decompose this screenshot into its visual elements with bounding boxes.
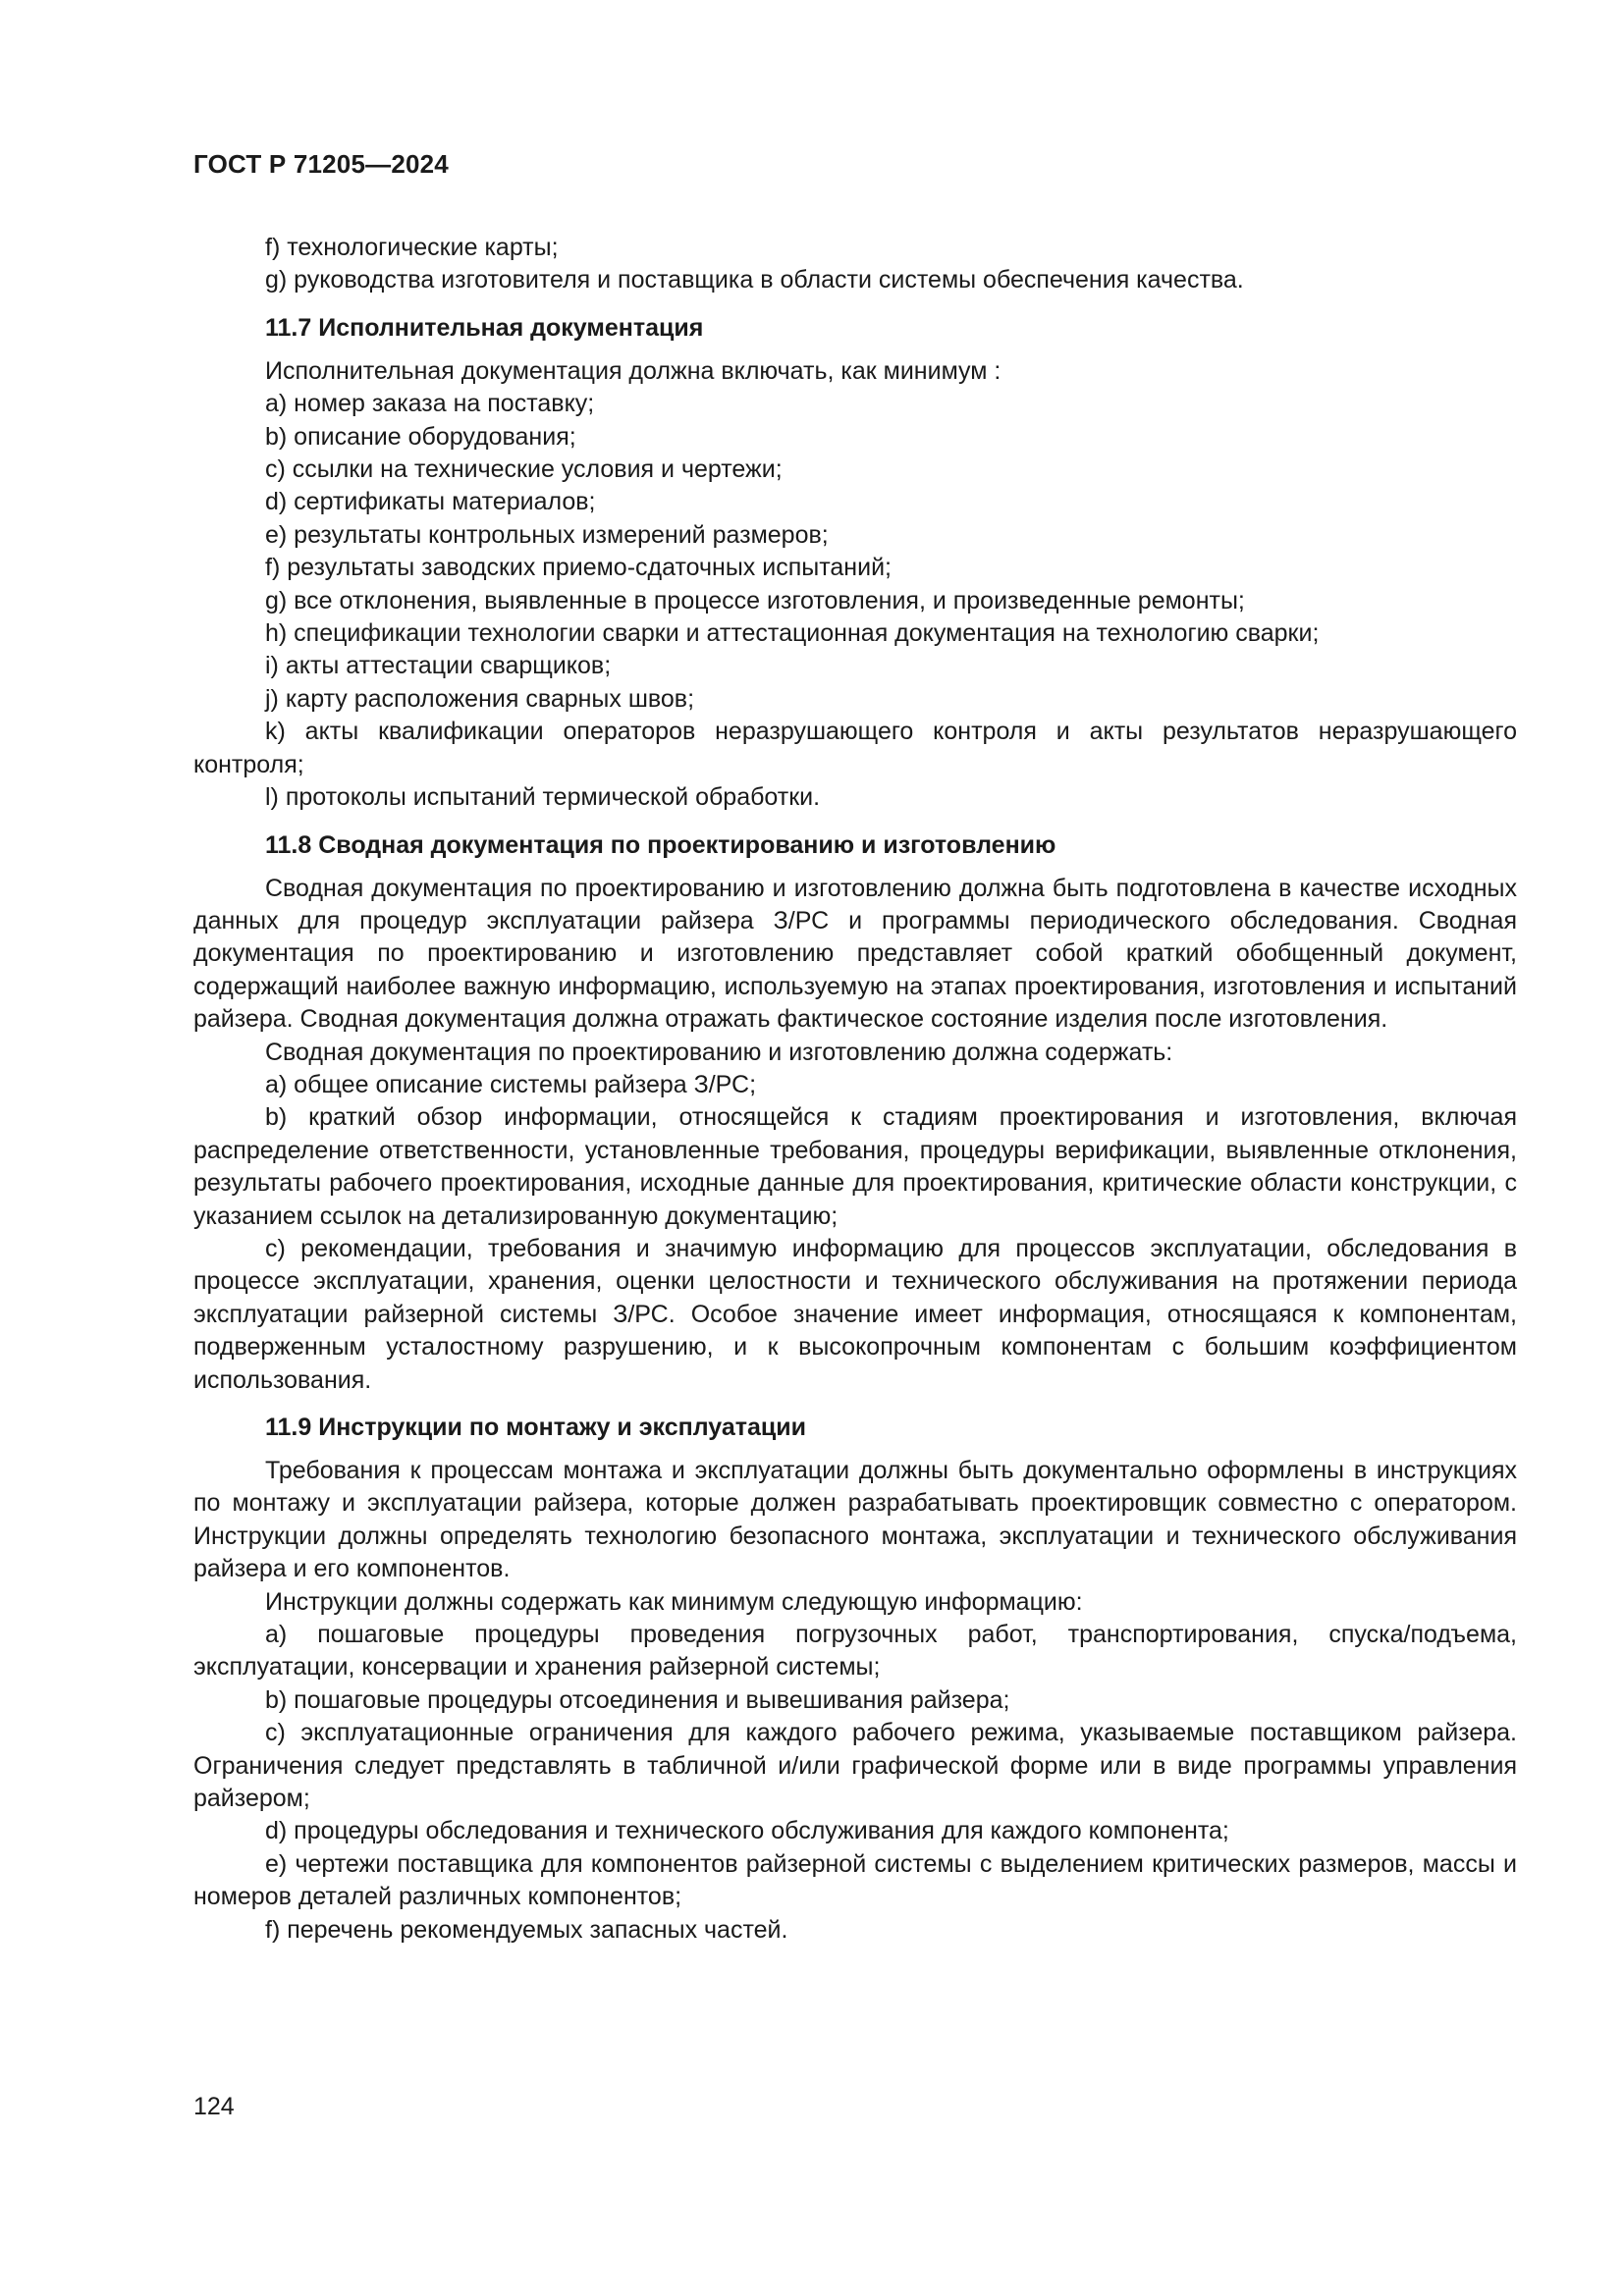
body-paragraph: Сводная документация по проектированию и изготовлению должна быть подготовлена в качестве исходных данных для процедур эксплуатации райзера З/РС и программы периодического обследования. Сводная документация по проектированию и изготовлению представляет собой краткий обобщенный документ, содержащий наиболее важную информацию, используемую на этапах проектирования, изготовления и испытаний райзера. Сводная документация должна отражать фактическое состояние изделия после изготовления. [193, 874, 1517, 1034]
list-item: b) пошаговые процедуры отсоединения и вывешивания райзера; [265, 1685, 1010, 1714]
page-content [193, 232, 1517, 1947]
list-item: a) номер заказа на поставку; [265, 390, 595, 418]
body-paragraph: Требования к процессам монтажа и эксплуатации должны быть документально оформлены в инструкциях по монтажу и эксплуатации райзера, которые должен разрабатывать проектировщик совместно с оператором. Инструкции должны определять технологию безопасного монтажа, эксплуатации и технического обслуживания райзера и его компонентов. [193, 1457, 1517, 1583]
list-item: c) рекомендации, требования и значимую информацию для процессов эксплуатации, обследования в процессе эксплуатации, хранения, оценки целостности и технического обслуживания на протяжении периода эксплуатации райзерной системы З/РС. Особое значение имеет информация, относящаяся к компонентам, подверженным усталостному разрушению, и к высокопрочным компонентам с большим коэффициентом использования. [193, 1234, 1517, 1394]
list-item: d) сертификаты материалов; [265, 488, 596, 516]
list-item: b) описание оборудования; [265, 422, 576, 451]
section-heading-11-9: 11.9 Инструкции по монтажу и эксплуатации [265, 1414, 807, 1441]
list-item: h) спецификации технологии сварки и аттестационная документация на технологию сварки; [265, 619, 1320, 648]
section-heading-11-8: 11.8 Сводная документация по проектированию и изготовлению [265, 830, 1056, 859]
section-lead: Сводная документация по проектированию и изготовлению должна содержать: [265, 1038, 1173, 1066]
list-item: f) технологические карты; [265, 234, 559, 261]
list-item: c) ссылки на технические условия и чертежи; [265, 455, 783, 484]
list-item: c) эксплуатационные ограничения для каждого рабочего режима, указываемые поставщиком райзера. Ограничения следует представлять в табличной и/или графической форме или в виде программы управления райзером; [193, 1719, 1517, 1813]
list-item: b) краткий обзор информации, относящейся к стадиям проектирования и изготовления, включая распределение ответственности, установленные требования, процедуры верификации, выявленные отклонения, результаты рабочего проектирования, исходные данные для проектирования, критические области конструкции, с указанием ссылок на детализированную документацию; [193, 1103, 1517, 1230]
page-number: 124 [193, 2093, 235, 2120]
list-item: d) процедуры обследования и технического обслуживания для каждого компонента; [265, 1817, 1229, 1845]
list-item: a) пошаговые процедуры проведения погрузочных работ, транспортирования, спуска/подъема, эксплуатации, консервации и хранения райзерной системы; [193, 1621, 1517, 1682]
section-lead: Исполнительная документация должна включать, как минимум : [265, 356, 1001, 385]
list-item: e) результаты контрольных измерений размеров; [265, 520, 829, 549]
list-item: i) акты аттестации сварщиков; [265, 652, 612, 680]
list-item: k) акты квалификации операторов неразрушающего контроля и акты результатов неразрушающего контроля; [193, 718, 1517, 778]
list-item: g) руководства изготовителя и поставщика в области системы обеспечения качества. [265, 266, 1244, 294]
list-item: f) результаты заводских приемо-сдаточных испытаний; [265, 554, 892, 582]
document-header: ГОСТ Р 71205—2024 [193, 149, 449, 179]
list-item: a) общее описание системы райзера З/РС; [265, 1070, 757, 1098]
section-heading-11-7: 11.7 Исполнительная документация [265, 313, 704, 342]
list-item: f) перечень рекомендуемых запасных частей. [265, 1915, 788, 1944]
list-item: j) карту расположения сварных швов; [265, 684, 695, 713]
list-item: l) протоколы испытаний термической обработки. [265, 783, 821, 812]
list-item: e) чертежи поставщика для компонентов райзерной системы с выделением критических размеров, массы и номеров деталей различных компонентов; [193, 1849, 1517, 1911]
section-lead: Инструкции должны содержать как минимум следующую информацию: [265, 1587, 1083, 1616]
list-item: g) все отклонения, выявленные в процессе изготовления, и произведенные ремонты; [265, 586, 1245, 614]
